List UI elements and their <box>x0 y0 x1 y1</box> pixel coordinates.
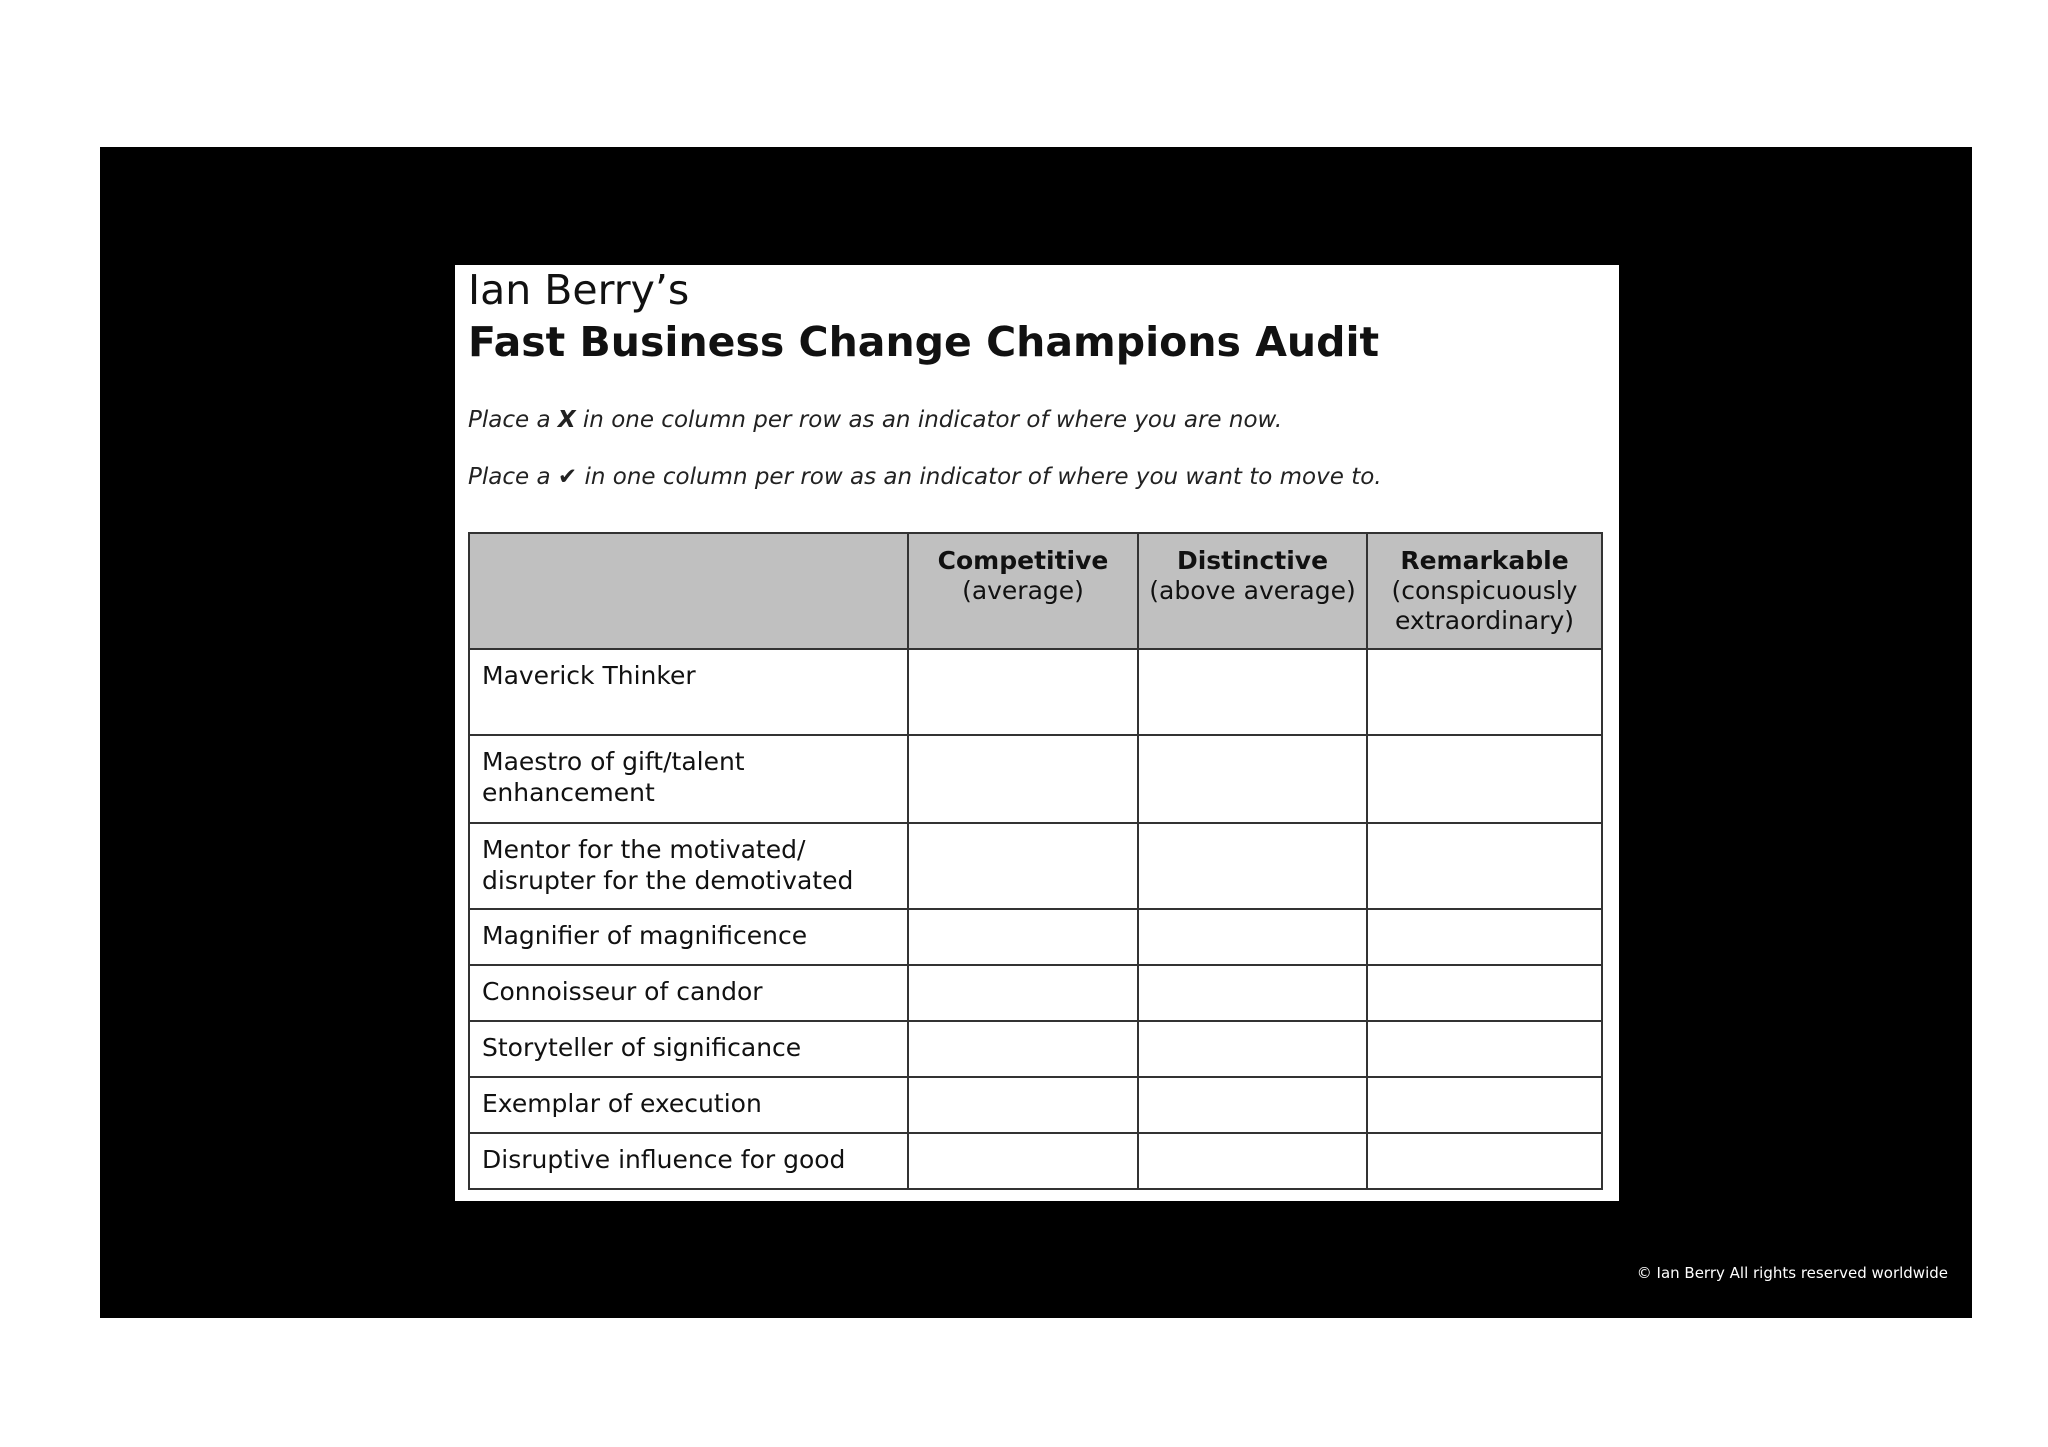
copyright-notice: © Ian Berry All rights reserved worldwide <box>1636 1264 1948 1282</box>
cell-distinctive[interactable] <box>1138 1077 1367 1133</box>
instruction-now-suffix: in one column per row as an indicator of where you are now. <box>575 407 1283 433</box>
cell-competitive[interactable] <box>908 909 1138 965</box>
header-remarkable <box>1367 533 1602 649</box>
cell-distinctive[interactable] <box>1138 909 1367 965</box>
x-mark: X <box>557 407 576 433</box>
header-remarkable-label: Remarkable <box>1400 546 1569 575</box>
row-label: Connoisseur of candor <box>469 965 908 1021</box>
cell-competitive[interactable] <box>908 965 1138 1021</box>
cell-remarkable[interactable] <box>1367 649 1602 735</box>
row-label: Maestro of gift/talent enhancement <box>469 735 908 823</box>
table-row <box>469 823 1602 909</box>
header-competitive-label: Competitive <box>937 546 1109 575</box>
cell-competitive[interactable] <box>908 649 1138 735</box>
row-label: Mentor for the motivated/ disrupter for the demotivated <box>469 823 908 909</box>
header-distinctive <box>1138 533 1367 649</box>
cell-remarkable[interactable] <box>1367 909 1602 965</box>
instruction-target-suffix: in one column per row as an indicator of where you want to move to. <box>577 464 1382 490</box>
title-author: Ian Berry’s <box>468 266 690 314</box>
table-row <box>469 649 1602 735</box>
row-label: Exemplar of execution <box>469 1077 908 1133</box>
table-row <box>469 909 1602 965</box>
header-competitive-sub: (average) <box>962 576 1084 605</box>
cell-remarkable[interactable] <box>1367 1021 1602 1077</box>
instruction-now <box>468 405 1282 435</box>
table-row <box>469 1077 1602 1133</box>
row-label: Maverick Thinker <box>469 649 908 735</box>
table-row <box>469 1133 1602 1189</box>
instruction-target-prefix: Place a <box>468 464 558 490</box>
audit-document <box>455 265 1619 1201</box>
cell-competitive[interactable] <box>908 735 1138 823</box>
cell-remarkable[interactable] <box>1367 1077 1602 1133</box>
cell-remarkable[interactable] <box>1367 823 1602 909</box>
header-distinctive-label: Distinctive <box>1176 546 1329 575</box>
header-blank-cell <box>469 533 908 649</box>
document-title: Fast Business Change Champions Audit <box>468 318 1380 366</box>
instruction-target <box>468 462 1382 492</box>
table-row <box>469 735 1602 823</box>
cell-remarkable[interactable] <box>1367 1133 1602 1189</box>
cell-distinctive[interactable] <box>1138 965 1367 1021</box>
cell-distinctive[interactable] <box>1138 823 1367 909</box>
header-distinctive-sub: (above average) <box>1149 576 1356 605</box>
cell-competitive[interactable] <box>908 1021 1138 1077</box>
row-label: Storyteller of significance <box>469 1021 908 1077</box>
cell-remarkable[interactable] <box>1367 965 1602 1021</box>
cell-remarkable[interactable] <box>1367 735 1602 823</box>
cell-distinctive[interactable] <box>1138 1021 1367 1077</box>
cell-competitive[interactable] <box>908 1133 1138 1189</box>
instruction-now-prefix: Place a <box>468 407 558 433</box>
cell-distinctive[interactable] <box>1138 1133 1367 1189</box>
table-header-row <box>469 533 1602 649</box>
header-remarkable-sub: (conspicuously extraordinary) <box>1391 576 1578 635</box>
header-competitive <box>908 533 1138 649</box>
check-mark-icon: ✔ <box>557 464 578 490</box>
row-label: Disruptive influence for good <box>469 1133 908 1189</box>
row-label: Magnifier of magnificence <box>469 909 908 965</box>
cell-distinctive[interactable] <box>1138 735 1367 823</box>
cell-distinctive[interactable] <box>1138 649 1367 735</box>
table-row <box>469 965 1602 1021</box>
cell-competitive[interactable] <box>908 1077 1138 1133</box>
cell-competitive[interactable] <box>908 823 1138 909</box>
table-row <box>469 1021 1602 1077</box>
audit-table <box>468 532 1603 1190</box>
